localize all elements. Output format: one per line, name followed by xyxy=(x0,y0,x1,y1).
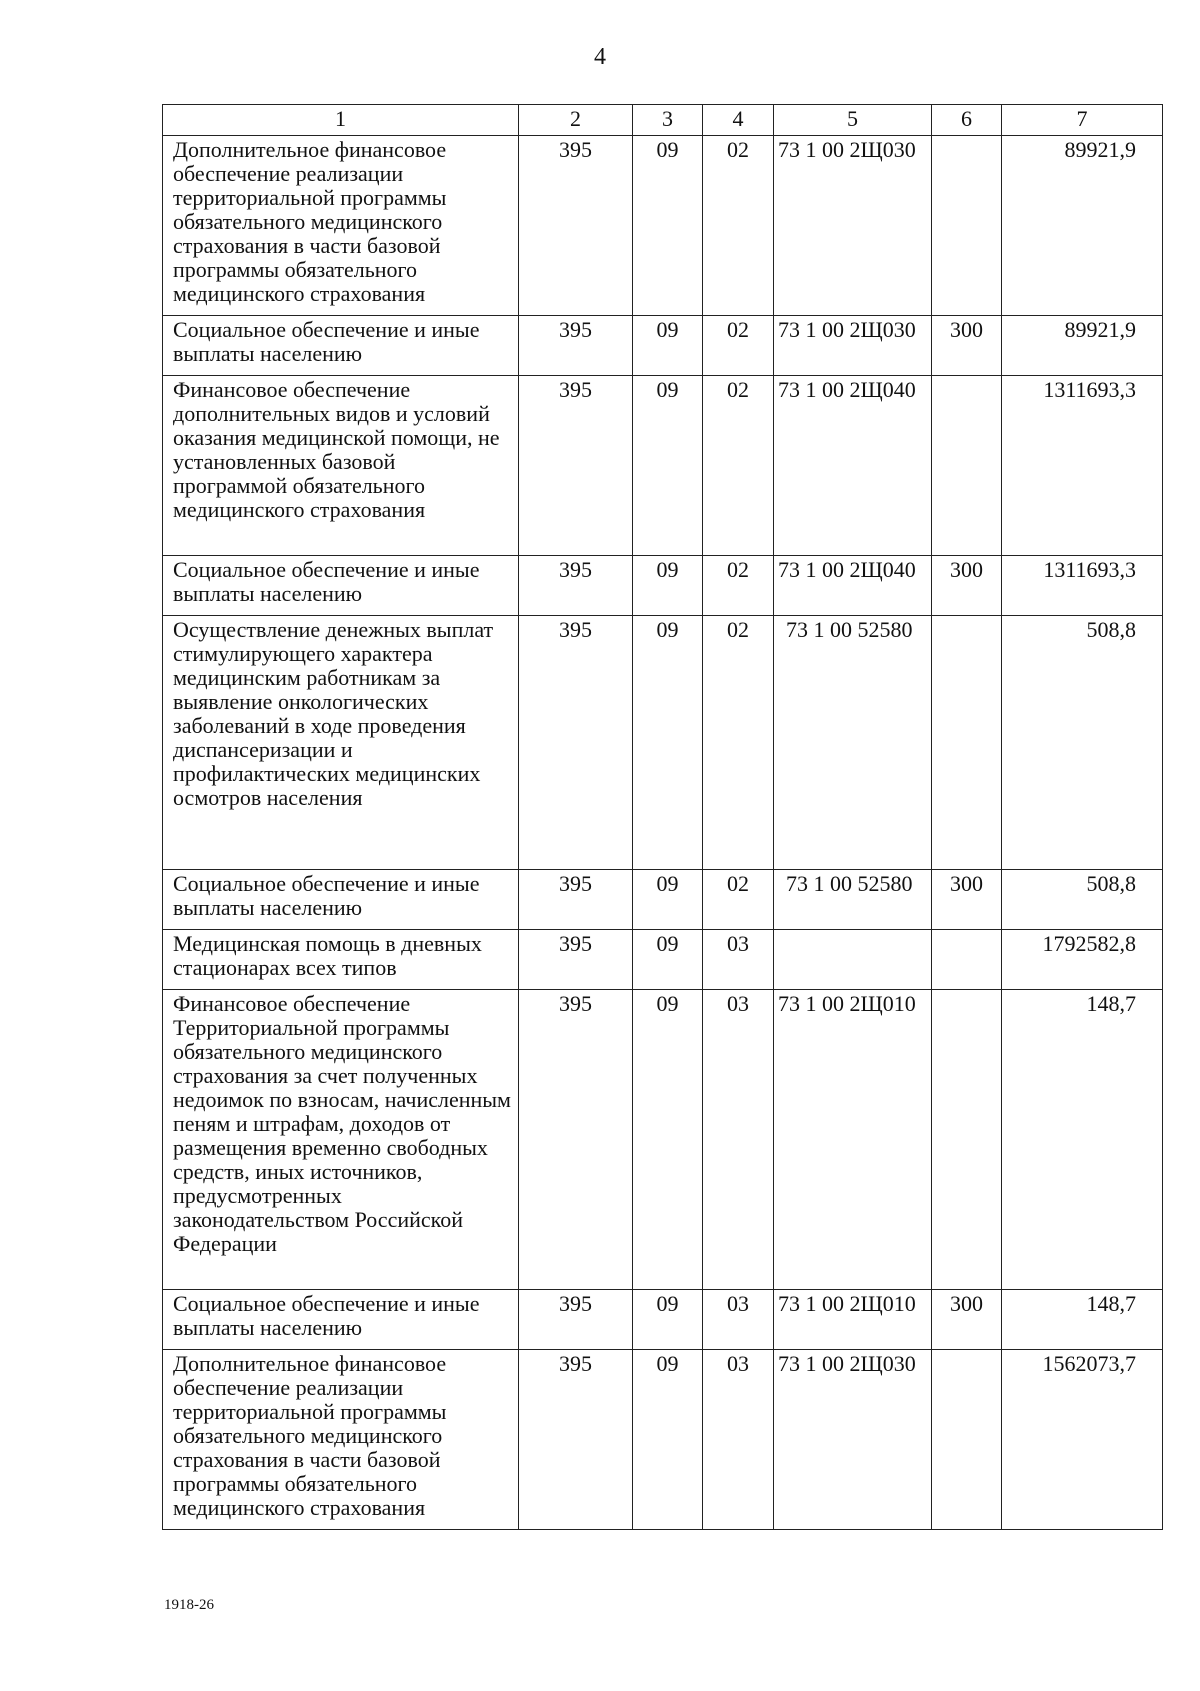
header-col-6: 6 xyxy=(932,105,1002,136)
table-row xyxy=(163,990,1163,1290)
row-section: 09 xyxy=(633,930,703,990)
row-amount: 508,8 xyxy=(1002,616,1163,870)
table-row xyxy=(163,136,1163,316)
row-name: Социальное обеспечение и иные выплаты населению xyxy=(163,1290,519,1350)
table-header xyxy=(163,105,1163,136)
row-subsection: 02 xyxy=(703,376,774,556)
row-name: Дополнительное финансовое обеспечение реализации территориальной программы обязательного медицинского страхования в части базовой программы обязательного медицинского страхования xyxy=(163,1350,519,1530)
row-amount: 89921,9 xyxy=(1002,136,1163,316)
row-section: 09 xyxy=(633,1350,703,1530)
row-subsection: 02 xyxy=(703,870,774,930)
row-section: 09 xyxy=(633,136,703,316)
row-target-article xyxy=(774,930,932,990)
row-target-article: 73 1 00 2Щ030 xyxy=(774,316,932,376)
row-amount: 89921,9 xyxy=(1002,316,1163,376)
row-admin-code: 395 xyxy=(519,376,633,556)
row-target-article: 73 1 00 2Щ010 xyxy=(774,1290,932,1350)
row-subsection: 02 xyxy=(703,136,774,316)
table-row xyxy=(163,316,1163,376)
row-admin-code: 395 xyxy=(519,1290,633,1350)
budget-table xyxy=(162,104,1163,1530)
row-amount: 508,8 xyxy=(1002,870,1163,930)
row-subsection: 03 xyxy=(703,990,774,1290)
table-row xyxy=(163,1350,1163,1530)
row-target-article: 73 1 00 2Щ010 xyxy=(774,990,932,1290)
row-admin-code: 395 xyxy=(519,316,633,376)
row-target-article: 73 1 00 2Щ030 xyxy=(774,1350,932,1530)
table-row xyxy=(163,870,1163,930)
row-amount: 148,7 xyxy=(1002,1290,1163,1350)
row-expense-type xyxy=(932,990,1002,1290)
header-row xyxy=(163,105,1163,136)
table-row xyxy=(163,1290,1163,1350)
row-subsection: 02 xyxy=(703,616,774,870)
row-name: Социальное обеспечение и иные выплаты населению xyxy=(163,556,519,616)
row-expense-type xyxy=(932,136,1002,316)
header-col-3: 3 xyxy=(633,105,703,136)
row-admin-code: 395 xyxy=(519,990,633,1290)
row-admin-code: 395 xyxy=(519,870,633,930)
table-body xyxy=(163,136,1163,1530)
row-expense-type: 300 xyxy=(932,556,1002,616)
row-name: Осуществление денежных выплат стимулирующего характера медицинским работникам за выявление онкологических заболеваний в ходе проведения диспансеризации и профилактических медицинских осмотров населения xyxy=(163,616,519,870)
header-col-1: 1 xyxy=(163,105,519,136)
row-amount: 1311693,3 xyxy=(1002,556,1163,616)
row-section: 09 xyxy=(633,990,703,1290)
row-expense-type xyxy=(932,376,1002,556)
row-amount: 1311693,3 xyxy=(1002,376,1163,556)
row-section: 09 xyxy=(633,870,703,930)
row-expense-type: 300 xyxy=(932,1290,1002,1350)
row-subsection: 03 xyxy=(703,930,774,990)
table-row xyxy=(163,376,1163,556)
row-name: Дополнительное финансовое обеспечение реализации территориальной программы обязательного медицинского страхования в части базовой программы обязательного медицинского страхования xyxy=(163,136,519,316)
row-target-article: 73 1 00 2Щ040 xyxy=(774,376,932,556)
row-amount: 148,7 xyxy=(1002,990,1163,1290)
page-number: 4 xyxy=(594,44,606,70)
header-col-7: 7 xyxy=(1002,105,1163,136)
row-target-article: 73 1 00 2Щ030 xyxy=(774,136,932,316)
row-admin-code: 395 xyxy=(519,556,633,616)
row-admin-code: 395 xyxy=(519,1350,633,1530)
row-section: 09 xyxy=(633,616,703,870)
row-subsection: 02 xyxy=(703,316,774,376)
row-subsection: 03 xyxy=(703,1290,774,1350)
table-row xyxy=(163,556,1163,616)
row-section: 09 xyxy=(633,376,703,556)
row-subsection: 03 xyxy=(703,1350,774,1530)
row-expense-type: 300 xyxy=(932,870,1002,930)
row-name: Финансовое обеспечение Территориальной программы обязательного медицинского страхования за счет полученных недоимок по взносам, начисленным пеням и штрафам, доходов от размещения временно свободных средств, иных источников, предусмотренных законодательством Российской Федерации xyxy=(163,990,519,1290)
document-footer-code: 1918-26 xyxy=(164,1597,214,1613)
row-expense-type xyxy=(932,616,1002,870)
row-expense-type: 300 xyxy=(932,316,1002,376)
row-target-article: 73 1 00 52580 xyxy=(774,616,932,870)
row-admin-code: 395 xyxy=(519,616,633,870)
row-expense-type xyxy=(932,930,1002,990)
row-name: Социальное обеспечение и иные выплаты населению xyxy=(163,870,519,930)
row-target-article: 73 1 00 52580 xyxy=(774,870,932,930)
row-name: Финансовое обеспечение дополнительных видов и условий оказания медицинской помощи, не установленных базовой программой обязательного медицинского страхования xyxy=(163,376,519,556)
row-section: 09 xyxy=(633,1290,703,1350)
header-col-4: 4 xyxy=(703,105,774,136)
header-col-5: 5 xyxy=(774,105,932,136)
row-subsection: 02 xyxy=(703,556,774,616)
row-section: 09 xyxy=(633,556,703,616)
row-name: Медицинская помощь в дневных стационарах всех типов xyxy=(163,930,519,990)
header-col-2: 2 xyxy=(519,105,633,136)
table-row xyxy=(163,616,1163,870)
row-admin-code: 395 xyxy=(519,930,633,990)
row-target-article: 73 1 00 2Щ040 xyxy=(774,556,932,616)
table-row xyxy=(163,930,1163,990)
row-name: Социальное обеспечение и иные выплаты населению xyxy=(163,316,519,376)
row-admin-code: 395 xyxy=(519,136,633,316)
row-amount: 1792582,8 xyxy=(1002,930,1163,990)
row-section: 09 xyxy=(633,316,703,376)
row-expense-type xyxy=(932,1350,1002,1530)
row-amount: 1562073,7 xyxy=(1002,1350,1163,1530)
